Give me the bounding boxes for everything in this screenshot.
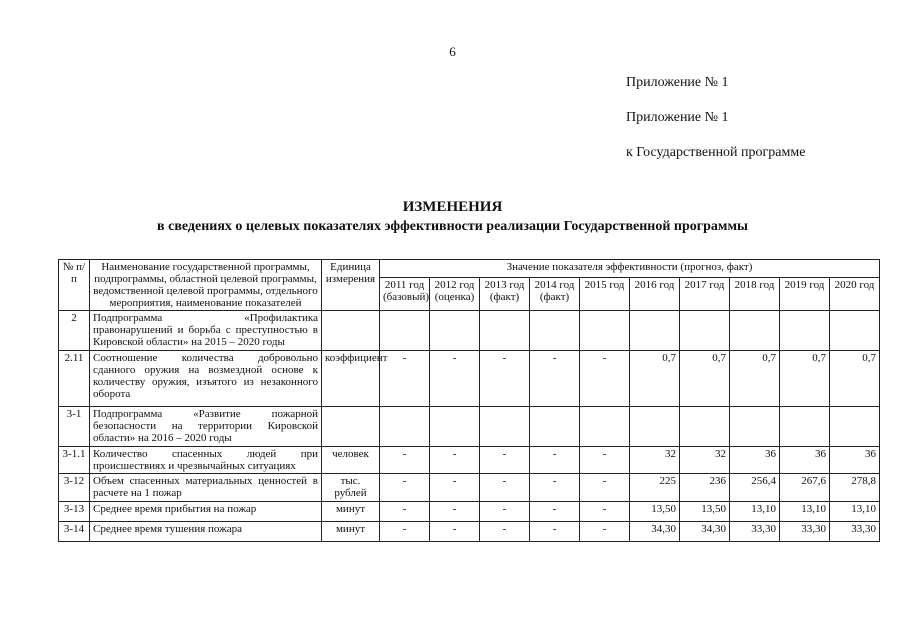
row-value: 13,50 [630,502,680,522]
row-name: Количество спасенных людей при происшествиях и чрезвычайных ситуациях [90,447,322,474]
row-value [530,407,580,447]
row-value [630,407,680,447]
header-year: 2014 год (факт) [530,278,580,311]
row-name: Соотношение количества добровольно сданного оружия на возмездной основе к количеству оружия, изъятого из незаконного оборота [90,351,322,407]
row-value: - [380,522,430,542]
row-value: 0,7 [680,351,730,407]
header-num: № п/п [59,260,90,311]
row-value: 36 [830,447,880,474]
row-name: Подпрограмма «Развитие пожарной безопасности на территории Кировской области» на 2016 – 2020 годы [90,407,322,447]
row-value: - [580,351,630,407]
header-year: 2011 год (базовый) [380,278,430,311]
row-value: 33,30 [780,522,830,542]
header-year: 2015 год [580,278,630,311]
header-name: Наименование государственной программы, подпрограммы, областной целевой программы, ведомственной целевой программы, отдельного мероприятия, наименование показателей [90,260,322,311]
row-value: - [480,474,530,502]
row-value: - [430,522,480,542]
table-body [59,311,880,542]
row-value: 33,30 [730,522,780,542]
row-value: 225 [630,474,680,502]
row-value: - [380,502,430,522]
row-name: Подпрограмма «Профилактика правонарушений и борьба с преступностью в Кировской области» на 2015 – 2020 годы [90,311,322,351]
row-value [530,311,580,351]
row-value [830,407,880,447]
row-value [730,407,780,447]
row-value: - [530,474,580,502]
header-year: 2020 год [830,278,880,311]
row-value: - [480,351,530,407]
row-value [830,311,880,351]
row-num: 3-13 [59,502,90,522]
appendix-line-3: к Государственной программе [626,145,806,160]
row-unit [322,407,380,447]
table-row [59,447,880,474]
row-value: 32 [630,447,680,474]
table-row [59,474,880,502]
row-name: Объем спасенных материальных ценностей в расчете на 1 пожар [90,474,322,502]
document-subtitle: в сведениях о целевых показателях эффективности реализации Государственной программы [157,219,748,234]
row-value: 278,8 [830,474,880,502]
row-value [430,407,480,447]
row-value [680,407,730,447]
row-value: - [580,522,630,542]
row-value: - [430,474,480,502]
header-year: 2018 год [730,278,780,311]
row-value: 36 [730,447,780,474]
row-value: 33,30 [830,522,880,542]
table-row [59,407,880,447]
row-num: 3-14 [59,522,90,542]
row-value: - [580,447,630,474]
row-num: 3-1 [59,407,90,447]
header-year: 2012 год (оценка) [430,278,480,311]
row-value [580,407,630,447]
table-header-row [59,260,880,278]
row-value: 13,50 [680,502,730,522]
row-unit: тыс. рублей [322,474,380,502]
header-year: 2013 год (факт) [480,278,530,311]
row-value: - [380,447,430,474]
row-unit: человек [322,447,380,474]
row-unit: минут [322,522,380,542]
table-row [59,311,880,351]
table-row [59,351,880,407]
row-unit: минут [322,502,380,522]
row-unit: коэффициент [322,351,380,407]
row-value [380,311,430,351]
row-value: 0,7 [780,351,830,407]
header-year: 2017 год [680,278,730,311]
row-num: 3-1.1 [59,447,90,474]
indicators-table [58,259,880,542]
row-value [380,407,430,447]
row-value: - [380,474,430,502]
row-value: 0,7 [830,351,880,407]
row-value [680,311,730,351]
row-value: - [530,502,580,522]
page-number: 6 [449,44,456,59]
row-value [580,311,630,351]
row-value: 13,10 [730,502,780,522]
row-value: 34,30 [630,522,680,542]
row-unit [322,311,380,351]
table-row [59,502,880,522]
row-value: - [530,351,580,407]
row-value: - [480,522,530,542]
row-value: - [580,474,630,502]
row-value [480,407,530,447]
row-value: - [480,447,530,474]
row-value: 0,7 [730,351,780,407]
row-value: - [580,502,630,522]
row-value: - [530,447,580,474]
header-unit: Единица измерения [322,260,380,311]
header-year: 2016 год [630,278,680,311]
row-value: - [380,351,430,407]
row-value: 236 [680,474,730,502]
row-value [430,311,480,351]
row-value: - [430,502,480,522]
appendix-line-1: Приложение № 1 [626,75,729,90]
appendix-line-2: Приложение № 1 [626,110,729,125]
row-value: - [430,447,480,474]
row-name: Среднее время тушения пожара [90,522,322,542]
row-num: 2.11 [59,351,90,407]
row-value [730,311,780,351]
row-value: - [430,351,480,407]
row-value [780,407,830,447]
row-value: 13,10 [830,502,880,522]
row-value [780,311,830,351]
row-value: - [530,522,580,542]
row-value: 256,4 [730,474,780,502]
row-value: 34,30 [680,522,730,542]
row-value: 36 [780,447,830,474]
row-value: 267,6 [780,474,830,502]
row-value: - [480,502,530,522]
row-value [480,311,530,351]
row-value: 13,10 [780,502,830,522]
table-row [59,522,880,542]
row-num: 3-12 [59,474,90,502]
document-title: ИЗМЕНЕНИЯ [402,199,503,215]
row-name: Среднее время прибытия на пожар [90,502,322,522]
header-values-group: Значение показателя эффективности (прогноз, факт) [380,260,880,278]
row-value: 32 [680,447,730,474]
header-year: 2019 год [780,278,830,311]
row-value [630,311,680,351]
row-value: 0,7 [630,351,680,407]
row-num: 2 [59,311,90,351]
